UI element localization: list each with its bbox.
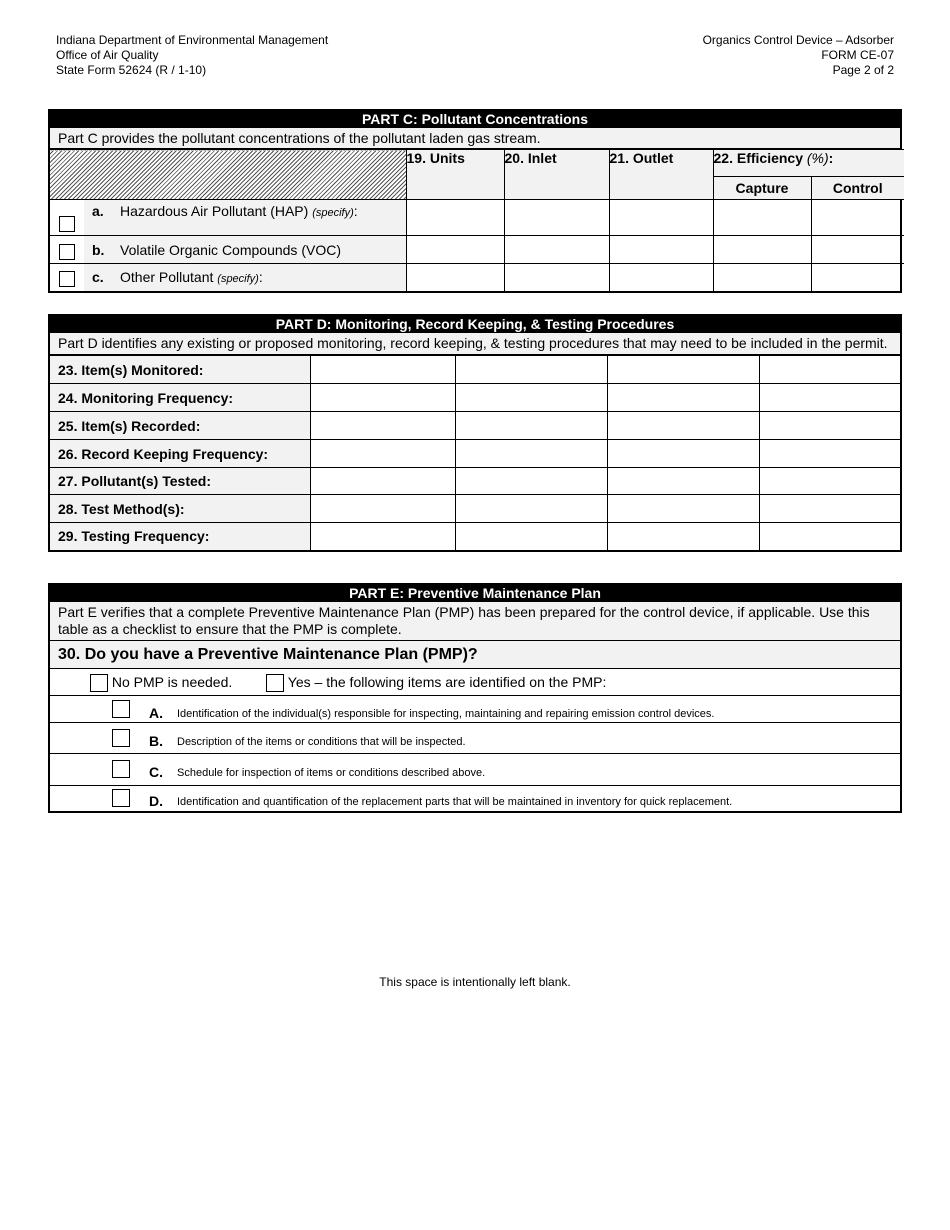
part-d-table	[50, 355, 900, 550]
intentionally-blank-note: This space is intentionally left blank.	[379, 975, 571, 989]
voc-checkbox[interactable]	[59, 244, 75, 260]
part-e-section	[48, 583, 902, 813]
office-name: Office of Air Quality	[56, 48, 159, 62]
pmp-item-a	[50, 695, 900, 722]
monitoring-frequency-label: 24. Monitoring Frequency:	[50, 384, 310, 412]
hatched-cell	[50, 150, 406, 200]
hap-outlet-field[interactable]	[609, 200, 713, 236]
hap-inlet-field[interactable]	[504, 200, 609, 236]
hap-control-field[interactable]	[811, 200, 904, 236]
pollutants-tested-field-2[interactable]	[455, 468, 607, 495]
pmp-item-b-checkbox[interactable]	[112, 729, 130, 747]
voc-outlet-field[interactable]	[609, 236, 713, 264]
items-monitored-field-2[interactable]	[455, 356, 607, 384]
testing-frequency-field-4[interactable]	[759, 523, 900, 550]
record-keeping-frequency-label: 26. Record Keeping Frequency:	[50, 440, 310, 468]
part-d-description: Part D identifies any existing or proposed monitoring, record keeping, & testing procedures that may need to be included in the permit.	[50, 333, 900, 355]
test-methods-field-4[interactable]	[759, 495, 900, 523]
pollutants-tested-field-3[interactable]	[607, 468, 759, 495]
agency-name: Indiana Department of Environmental Management	[56, 33, 329, 47]
pmp-item-d	[50, 785, 900, 811]
form-title: Organics Control Device – Adsorber	[702, 33, 894, 47]
pollutants-tested-label: 27. Pollutant(s) Tested:	[50, 468, 310, 495]
col-outlet-header: 21. Outlet	[609, 150, 713, 200]
monitoring-frequency-field-4[interactable]	[759, 384, 900, 412]
yes-pmp-label: Yes – the following items are identified on the PMP:	[287, 674, 607, 690]
voc-control-field[interactable]	[811, 236, 904, 264]
items-recorded-label: 25. Item(s) Recorded:	[50, 412, 310, 440]
items-monitored-label: 23. Item(s) Monitored:	[50, 356, 310, 384]
row-b-checkbox-cell	[50, 236, 84, 264]
pmp-item-d-letter: D.	[149, 793, 163, 809]
part-e-title: PART E: Preventive Maintenance Plan	[50, 585, 900, 602]
pmp-options-row	[50, 668, 900, 695]
part-c-description: Part C provides the pollutant concentrations of the pollutant laden gas stream.	[50, 128, 900, 149]
row-b-label: b. Volatile Organic Compounds (VOC)	[84, 236, 406, 264]
no-pmp-label: No PMP is needed.	[111, 674, 233, 690]
other-outlet-field[interactable]	[609, 264, 713, 291]
items-monitored-field-1[interactable]	[310, 356, 455, 384]
form-header-left	[56, 33, 328, 78]
items-recorded-field-4[interactable]	[759, 412, 900, 440]
hap-units-field[interactable]	[406, 200, 504, 236]
items-recorded-field-3[interactable]	[607, 412, 759, 440]
pollutants-tested-field-1[interactable]	[310, 468, 455, 495]
pmp-item-b	[50, 722, 900, 753]
testing-frequency-field-3[interactable]	[607, 523, 759, 550]
part-d-title: PART D: Monitoring, Record Keeping, & Testing Procedures	[50, 316, 900, 333]
row-c-label: c. Other Pollutant (specify):	[84, 264, 406, 291]
pmp-item-c	[50, 753, 900, 785]
pmp-item-c-text: Schedule for inspection of items or conditions described above.	[177, 767, 486, 779]
col-capture-header: Capture	[713, 177, 811, 200]
other-control-field[interactable]	[811, 264, 904, 291]
other-pollutant-checkbox[interactable]	[59, 271, 75, 287]
pmp-item-a-text: Identification of the individual(s) responsible for inspecting, maintaining and repairing emission control devices.	[177, 708, 715, 720]
record-keeping-frequency-field-4[interactable]	[759, 440, 900, 468]
monitoring-frequency-field-3[interactable]	[607, 384, 759, 412]
other-capture-field[interactable]	[713, 264, 811, 291]
pmp-item-c-letter: C.	[149, 764, 163, 780]
voc-capture-field[interactable]	[713, 236, 811, 264]
monitoring-frequency-field-1[interactable]	[310, 384, 455, 412]
form-number: FORM CE-07	[821, 48, 894, 62]
part-c-section	[48, 109, 902, 293]
row-c-checkbox-cell	[50, 264, 84, 291]
test-methods-label: 28. Test Method(s):	[50, 495, 310, 523]
part-c-table	[50, 149, 904, 291]
pmp-item-a-checkbox[interactable]	[112, 700, 130, 718]
items-monitored-field-3[interactable]	[607, 356, 759, 384]
voc-units-field[interactable]	[406, 236, 504, 264]
voc-inlet-field[interactable]	[504, 236, 609, 264]
other-inlet-field[interactable]	[504, 264, 609, 291]
pmp-item-a-letter: A.	[149, 705, 163, 721]
pmp-question: 30. Do you have a Preventive Maintenance Plan (PMP)?	[50, 641, 900, 668]
items-recorded-field-1[interactable]	[310, 412, 455, 440]
col-control-header: Control	[811, 177, 904, 200]
form-header-right	[703, 33, 894, 78]
part-d-section	[48, 314, 902, 552]
other-units-field[interactable]	[406, 264, 504, 291]
col-units-header: 19. Units	[406, 150, 504, 200]
record-keeping-frequency-field-2[interactable]	[455, 440, 607, 468]
page-number: Page 2 of 2	[832, 63, 894, 77]
testing-frequency-field-1[interactable]	[310, 523, 455, 550]
test-methods-field-1[interactable]	[310, 495, 455, 523]
pollutants-tested-field-4[interactable]	[759, 468, 900, 495]
items-recorded-field-2[interactable]	[455, 412, 607, 440]
part-e-description: Part E verifies that a complete Preventive Maintenance Plan (PMP) has been prepared for the control device, if applicable. Use this table as a checklist to ensure that the PMP is complete.	[50, 602, 900, 641]
testing-frequency-field-2[interactable]	[455, 523, 607, 550]
part-c-title: PART C: Pollutant Concentrations	[50, 111, 900, 128]
col-inlet-header: 20. Inlet	[504, 150, 609, 200]
test-methods-field-3[interactable]	[607, 495, 759, 523]
state-form-number: State Form 52624 (R / 1-10)	[56, 63, 207, 77]
record-keeping-frequency-field-1[interactable]	[310, 440, 455, 468]
record-keeping-frequency-field-3[interactable]	[607, 440, 759, 468]
monitoring-frequency-field-2[interactable]	[455, 384, 607, 412]
items-monitored-field-4[interactable]	[759, 356, 900, 384]
row-a-checkbox-cell	[50, 200, 84, 236]
testing-frequency-label: 29. Testing Frequency:	[50, 523, 310, 550]
yes-pmp-checkbox[interactable]	[266, 674, 284, 692]
pmp-item-c-checkbox[interactable]	[112, 760, 130, 778]
row-a-label: a. Hazardous Air Pollutant (HAP) (specify):	[84, 200, 406, 236]
hap-checkbox[interactable]	[59, 216, 75, 232]
col-efficiency-header: 22. Efficiency (%):	[713, 150, 904, 177]
pmp-item-b-text: Description of the items or conditions that will be inspected.	[177, 736, 466, 748]
pmp-item-b-letter: B.	[149, 733, 163, 749]
test-methods-field-2[interactable]	[455, 495, 607, 523]
pmp-item-d-text: Identification and quantification of the replacement parts that will be maintained in inventory for quick replacement.	[177, 796, 733, 808]
no-pmp-checkbox[interactable]	[90, 674, 108, 692]
pmp-item-d-checkbox[interactable]	[112, 789, 130, 807]
hap-capture-field[interactable]	[713, 200, 811, 236]
